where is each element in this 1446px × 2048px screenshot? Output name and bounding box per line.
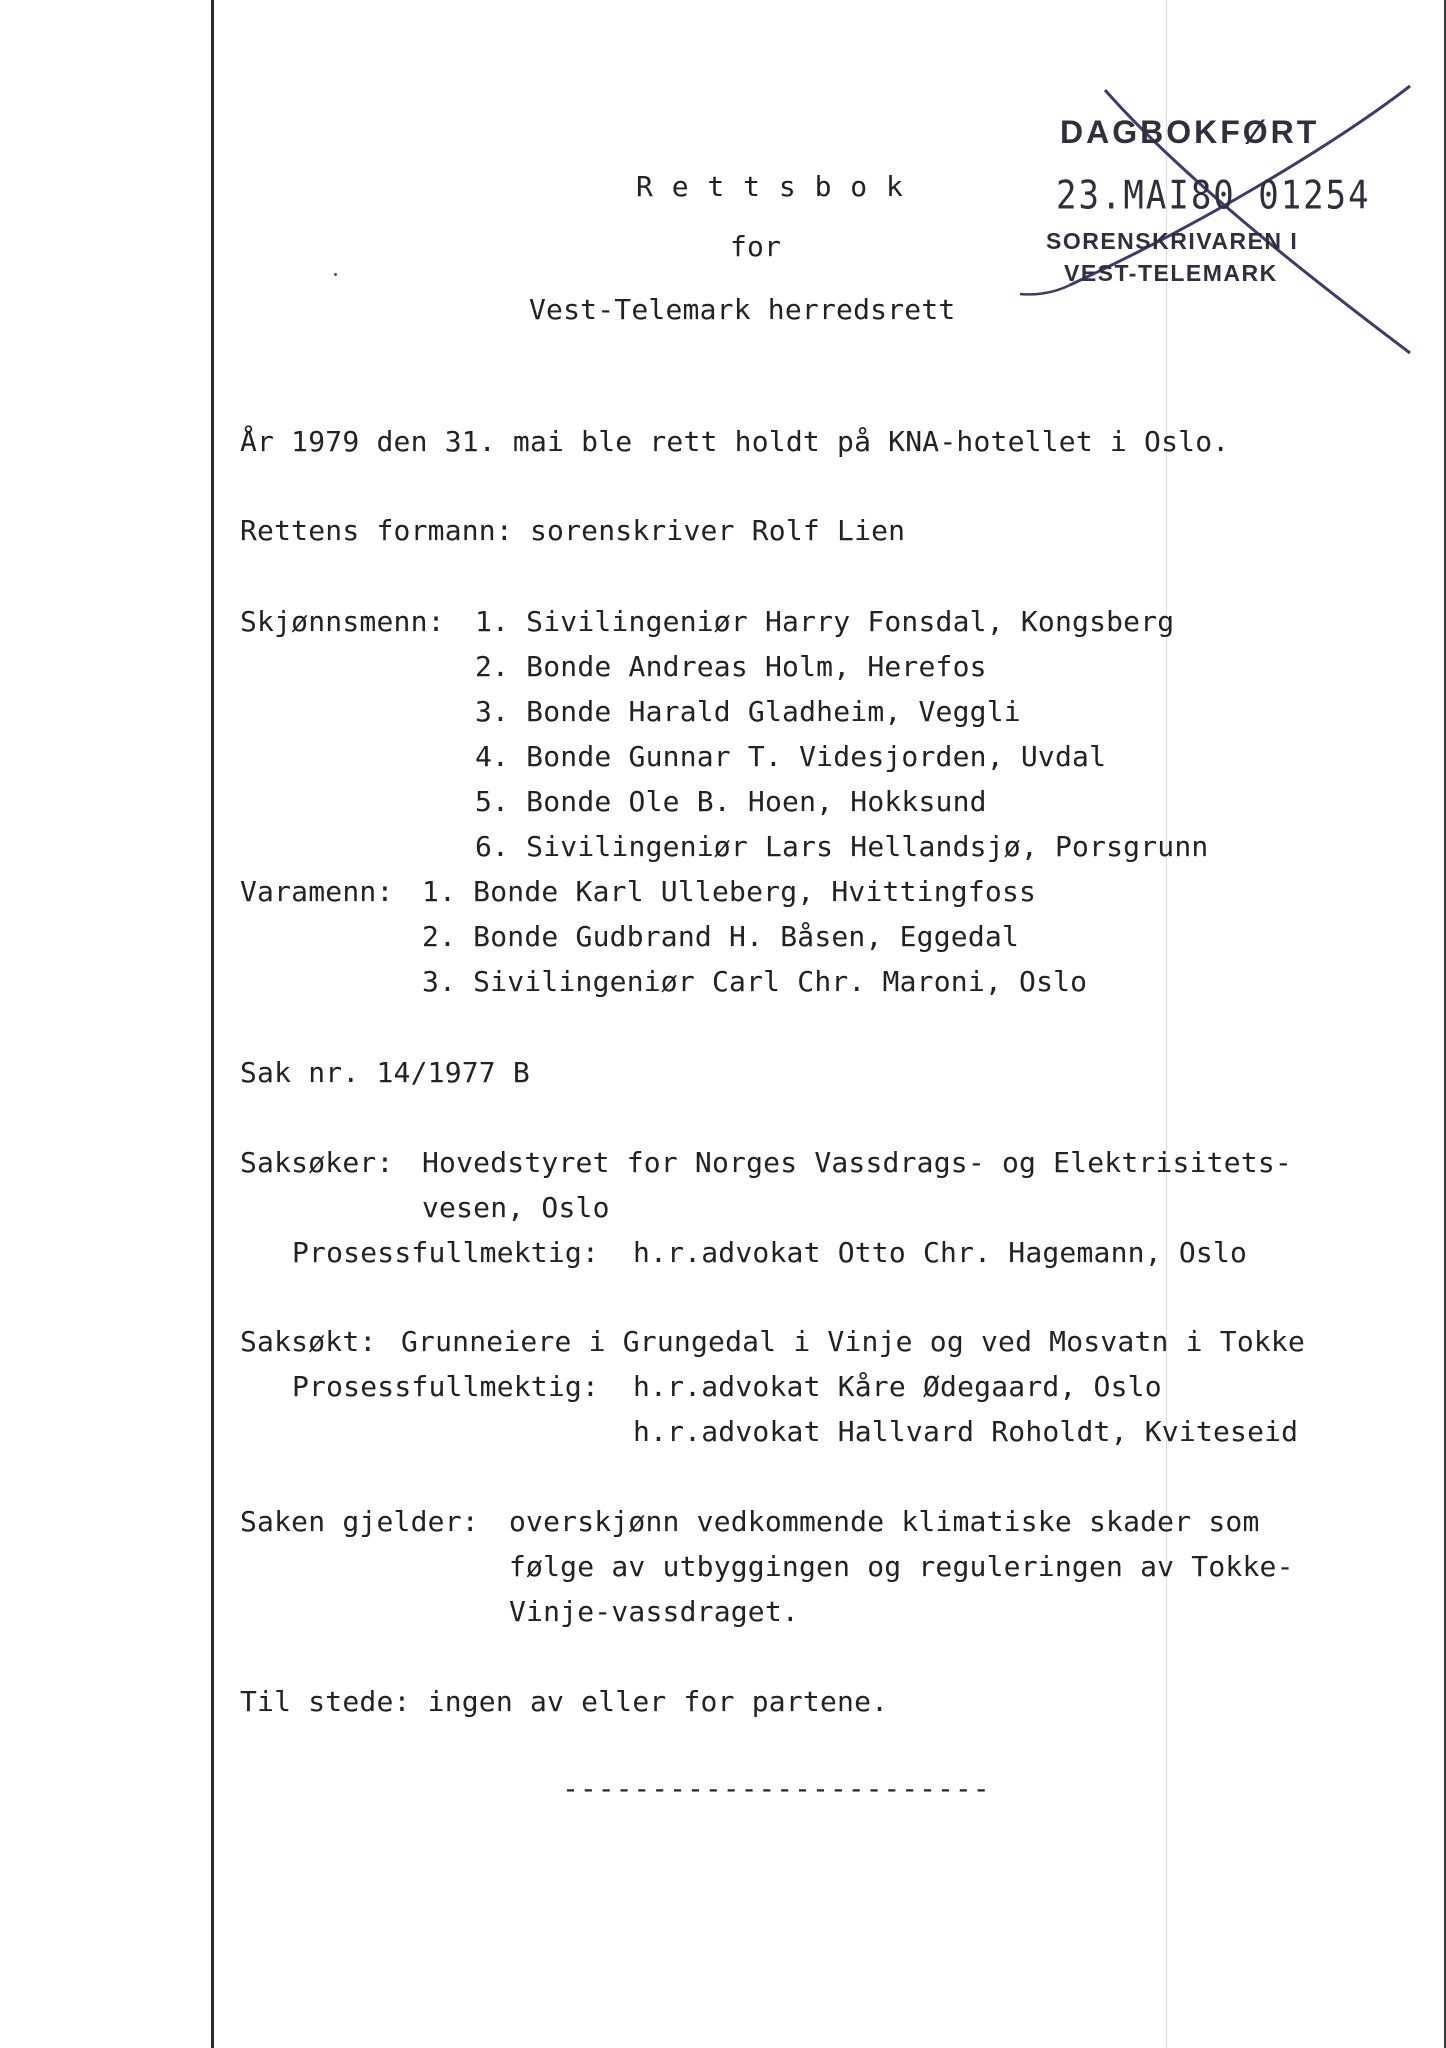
stamp-title: DAGBOKFØRT: [1060, 114, 1320, 150]
saksokt-parties: Grunneiere i Grungedal i Vinje og ved Mosvatn i Tokke: [401, 1325, 1306, 1358]
skjonnsmann-2: 2. Bonde Andreas Holm, Herefos: [475, 650, 987, 683]
skjonnsmann-3: 3. Bonde Harald Gladheim, Veggli: [475, 695, 1021, 728]
saksoker-prosessfullmektig-label: Prosessfullmektig:: [292, 1236, 600, 1269]
varamann-3: 3. Sivilingeniør Carl Chr. Maroni, Oslo: [422, 965, 1088, 998]
saken-gjelder-line1: overskjønn vedkommende klimatiske skader som: [509, 1505, 1260, 1538]
varamann-2: 2. Bonde Gudbrand H. Båsen, Eggedal: [422, 920, 1020, 953]
skjonnsmann-6: 6. Sivilingeniør Lars Hellandsjø, Porsgrunn: [475, 830, 1209, 863]
varamenn-label: Varamenn:: [240, 875, 394, 908]
document-title: R e t t s b o k: [636, 170, 904, 203]
saksoker-prosessfullmektig: h.r.advokat Otto Chr. Hagemann, Oslo: [633, 1236, 1248, 1269]
saksoker-label: Saksøker:: [240, 1146, 394, 1179]
document-for: for: [730, 230, 782, 263]
saksokt-prosessfullmektig-2: h.r.advokat Hallvard Roholdt, Kviteseid: [633, 1415, 1299, 1448]
varamann-1: 1. Bonde Karl Ulleberg, Hvittingfoss: [422, 875, 1037, 908]
saksokt-prosessfullmektig-1: h.r.advokat Kåre Ødegaard, Oslo: [633, 1370, 1162, 1403]
paper-speck: [334, 273, 337, 276]
left-margin-rule: [211, 0, 214, 2048]
stamp-office-line1: SORENSKRIVAREN I: [1046, 228, 1299, 254]
court-name: Vest-Telemark herredsrett: [529, 293, 956, 326]
saksokt-prosessfullmektig-label: Prosessfullmektig:: [292, 1370, 600, 1403]
sak-nummer: Sak nr. 14/1977 B: [240, 1056, 530, 1089]
skjonnsmenn-label: Skjønnsmenn:: [240, 605, 445, 638]
saken-gjelder-line3: Vinje-vassdraget.: [509, 1595, 799, 1628]
saksokt-label: Saksøkt:: [240, 1325, 377, 1358]
stamp-date: 23.MAI80 01254: [1056, 173, 1371, 219]
saken-gjelder-label: Saken gjelder:: [240, 1505, 479, 1538]
saksoker-line2: vesen, Oslo: [422, 1191, 610, 1224]
skjonnsmann-1: 1. Sivilingeniør Harry Fonsdal, Kongsberg: [475, 605, 1175, 638]
stamp-office-line2: VEST-TELEMARK: [1064, 260, 1278, 286]
rettens-formann: Rettens formann: sorenskriver Rolf Lien: [240, 514, 906, 547]
til-stede: Til stede: ingen av eller for partene.: [240, 1685, 889, 1718]
skjonnsmann-5: 5. Bonde Ole B. Hoen, Hokksund: [475, 785, 987, 818]
saksoker-line1: Hovedstyret for Norges Vassdrags- og Elektrisitets-: [422, 1146, 1292, 1179]
registration-stamp: [1010, 80, 1430, 370]
separator-line: ------------------------: [562, 1772, 991, 1805]
saken-gjelder-line2: følge av utbyggingen og reguleringen av Tokke-: [509, 1550, 1294, 1583]
skjonnsmann-4: 4. Bonde Gunnar T. Videsjorden, Uvdal: [475, 740, 1107, 773]
intro-line: År 1979 den 31. mai ble rett holdt på KNA-hotellet i Oslo.: [240, 425, 1230, 458]
